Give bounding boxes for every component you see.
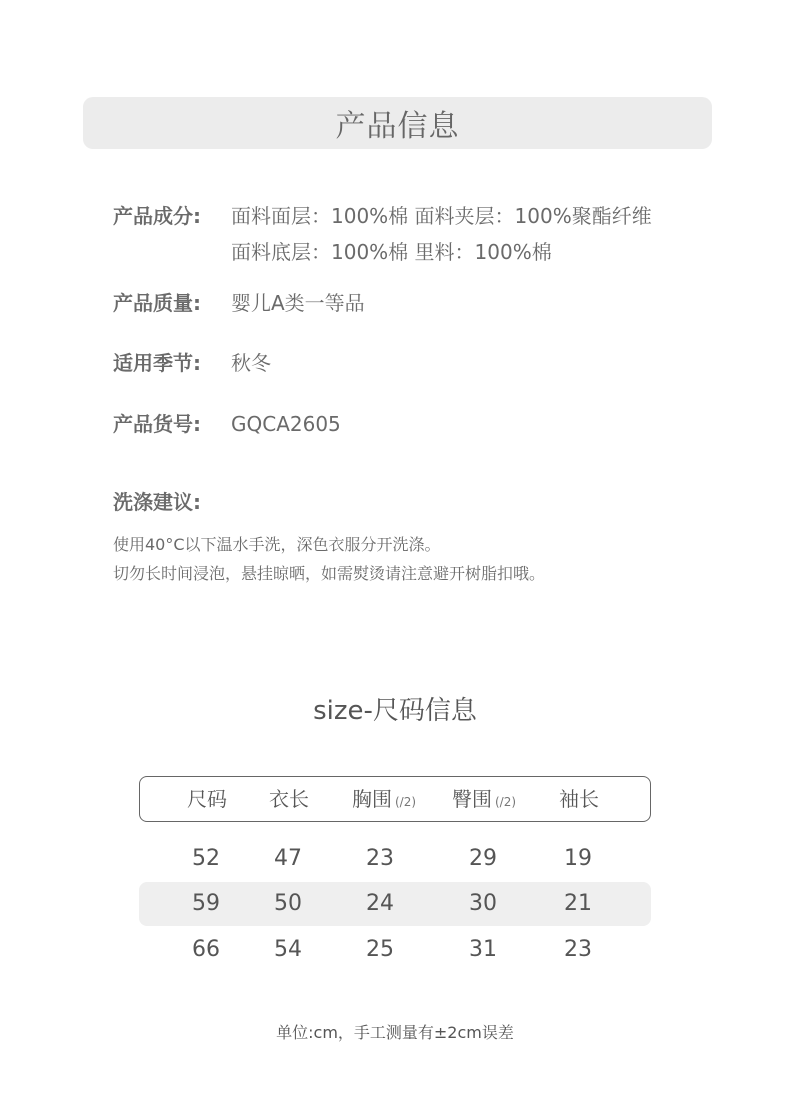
composition-row — [113, 198, 652, 270]
sku-label: 产品货号: — [113, 412, 201, 436]
header-label: 臀围 — [451, 787, 492, 811]
header-label: 胸围 — [351, 787, 392, 811]
table-cell: 30 — [469, 891, 497, 916]
header-sub: (/2) — [494, 795, 517, 809]
header-cell-chest — [334, 777, 434, 821]
season-label: 适用季节: — [113, 351, 201, 375]
table-cell: 47 — [274, 846, 302, 871]
table-cell: 52 — [192, 846, 220, 871]
wash-title: 洗涤建议: — [113, 490, 201, 514]
header-sub: (/2) — [394, 795, 417, 809]
header-cell-size — [160, 777, 254, 821]
header-label: 尺码 — [187, 787, 227, 811]
composition-line-2: 面料底层：100%棉 里料：100%棉 — [231, 240, 552, 264]
table-row — [139, 882, 651, 926]
header-cell-hip — [434, 777, 534, 821]
table-row — [139, 928, 651, 972]
measurement-footnote: 单位:cm，手工测量有±2cm误差 — [276, 1023, 514, 1042]
table-cell: 29 — [469, 846, 497, 871]
header-label: 袖长 — [559, 787, 599, 811]
header-cell-sleeve — [532, 777, 626, 821]
table-cell: 25 — [366, 937, 394, 962]
wash-line-1: 使用40°C以下温水手洗，深色衣服分开洗涤。 — [113, 535, 441, 554]
sku-row — [113, 406, 341, 442]
size-title: size-尺码信息 — [313, 696, 477, 726]
section-title-bar — [83, 97, 712, 149]
sku-value: GQCA2605 — [231, 412, 341, 436]
composition-label: 产品成分: — [113, 204, 201, 228]
size-table-header — [139, 776, 651, 822]
composition-line-1: 面料面层：100%棉 面料夹层：100%聚酯纤维 — [231, 204, 652, 228]
season-value: 秋冬 — [231, 351, 271, 375]
section-title: 产品信息 — [335, 109, 460, 144]
table-cell: 23 — [564, 937, 592, 962]
table-cell: 21 — [564, 891, 592, 916]
table-cell: 50 — [274, 891, 302, 916]
table-cell: 59 — [192, 891, 220, 916]
table-cell: 19 — [564, 846, 592, 871]
table-cell: 54 — [274, 937, 302, 962]
quality-label: 产品质量: — [113, 291, 201, 315]
header-label: 衣长 — [269, 787, 309, 811]
wash-line-2: 切勿长时间浸泡，悬挂晾晒，如需熨烫请注意避开树脂扣哦。 — [113, 564, 546, 583]
season-row — [113, 345, 271, 381]
table-cell: 66 — [192, 937, 220, 962]
table-row — [139, 837, 651, 881]
table-cell: 31 — [469, 937, 497, 962]
header-cell-length — [242, 777, 336, 821]
table-cell: 23 — [366, 846, 394, 871]
table-cell: 24 — [366, 891, 394, 916]
quality-value: 婴儿A类一等品 — [231, 291, 365, 315]
quality-row — [113, 285, 365, 321]
